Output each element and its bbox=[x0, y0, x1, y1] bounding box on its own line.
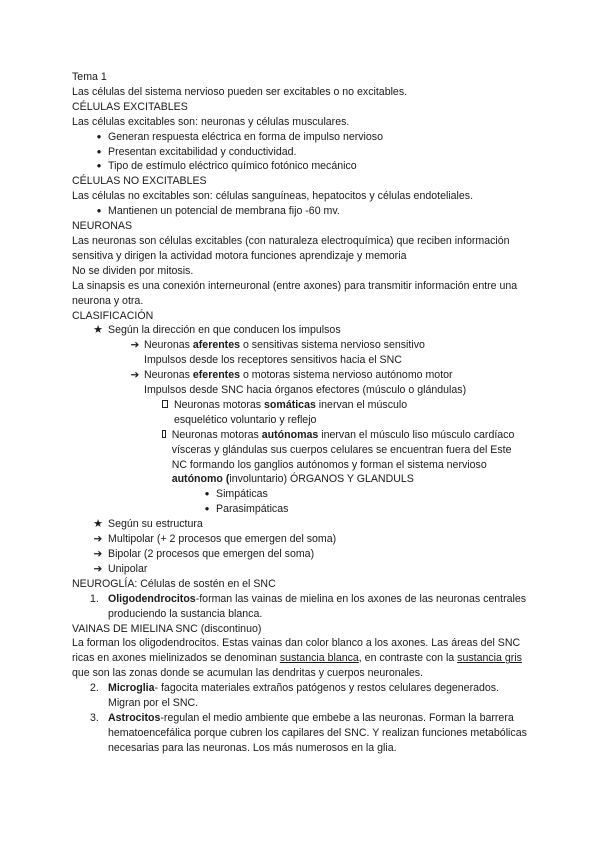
list-item-text: Mantienen un potencial de membrana fijo -60 mv. bbox=[108, 205, 340, 218]
intro-paragraph: Las células del sistema nervioso pueden ser excitables o no excitables. bbox=[72, 85, 408, 98]
list-item bbox=[72, 547, 532, 562]
list-number: 1. bbox=[90, 592, 99, 605]
list-item bbox=[72, 592, 530, 622]
eferentes-line2: Impulsos desde SNC hacia órganos efectores (músculo o glándulas) bbox=[144, 384, 467, 397]
star-icon: ★ bbox=[93, 518, 103, 531]
list-item-text: Bipolar (2 procesos que emergen del soma) bbox=[108, 548, 315, 560]
aferentes-line2: Impulsos desde los receptores sensitivos hacia el SNC bbox=[144, 354, 402, 367]
list-item bbox=[72, 323, 532, 338]
list-item bbox=[72, 204, 532, 219]
bullet-icon: ● bbox=[96, 131, 102, 141]
oligo-bold: Oligodendrocitos bbox=[108, 592, 196, 605]
autonomas-bold2: autónomo ( bbox=[171, 473, 230, 486]
list-item-text bbox=[108, 592, 530, 622]
list-item-text: Tipo de estímulo eléctrico químico fotónico mecánico bbox=[108, 160, 357, 173]
list-item bbox=[72, 338, 532, 368]
list-item-text: Generan respuesta eléctrica en forma de impulso nervioso bbox=[108, 130, 383, 143]
vainas-text-b: , en contraste con la bbox=[358, 652, 458, 665]
list-item bbox=[72, 159, 532, 174]
list-item-text: Multipolar (+ 2 procesos que emergen del soma) bbox=[108, 533, 337, 546]
heading-clasificacion: CLASIFICACIÓN bbox=[72, 309, 154, 322]
list-item bbox=[72, 487, 532, 502]
list-item-text bbox=[108, 711, 530, 756]
list-item bbox=[72, 398, 422, 428]
bullet-icon: ● bbox=[204, 489, 210, 499]
autonomas-post: involuntario) ÓRGANOS Y GLANDULS bbox=[229, 473, 414, 486]
aferentes-pre: Neuronas bbox=[144, 339, 193, 352]
list-item-text bbox=[108, 681, 532, 711]
star-icon: ★ bbox=[93, 324, 103, 337]
document-body bbox=[72, 70, 532, 756]
bullet-icon: ● bbox=[96, 146, 102, 156]
arrow-icon: ➔ bbox=[130, 369, 140, 382]
list-item-text: Según su estructura bbox=[108, 518, 203, 531]
list-number: 3. bbox=[90, 711, 99, 724]
list-item-text bbox=[144, 368, 532, 398]
arrow-icon: ➔ bbox=[93, 533, 103, 546]
somaticas-bold: somáticas bbox=[264, 398, 316, 411]
bullet-icon: ● bbox=[96, 161, 102, 171]
autonomas-mid: inervan el músculo liso músculo cardíaco vísceras y glándulas sus cuerpos celulares se encuentran fuera del Este NC formando los ganglios autónomos y forman el sistema nervioso bbox=[171, 428, 515, 471]
list-item bbox=[72, 562, 532, 577]
somaticas-post: inervan el músculo esquelético voluntario y reflejo bbox=[173, 398, 408, 426]
autonomas-bold: autónomas bbox=[261, 428, 319, 441]
astro-text: -regulan el medio ambiente que embebe a las neuronas. Forman la barrera hematoencefálica porque cubren los capilares del SNC. Y realizan funciones metabólicas necesarias para las neuronas. Los más numerosos en la glia. bbox=[108, 711, 527, 754]
list-item bbox=[72, 428, 524, 488]
list-item-text: Simpáticas bbox=[216, 488, 268, 501]
neuronas-paragraph-1: Las neuronas son células excitables (con naturaleza electroquímica) que reciben información sensitiva y dirigen la actividad motora funciones aprendizaje y memoria bbox=[72, 234, 510, 262]
heading-excitables: CÉLULAS EXCITABLES bbox=[72, 100, 188, 113]
eferentes-pre: Neuronas bbox=[144, 369, 193, 382]
eferentes-post: o motoras sistema nervioso autónomo motor bbox=[240, 369, 453, 382]
bullet-icon: ● bbox=[96, 206, 102, 216]
eferentes-bold: eferentes bbox=[192, 369, 240, 382]
list-item-text: Presentan excitabilidad y conductividad. bbox=[108, 145, 297, 158]
heading-neuronas: NEURONAS bbox=[72, 220, 133, 233]
doc-title: Tema 1 bbox=[72, 71, 107, 83]
oligo-text: -forman las vainas de mielina en los axones de las neuronas centrales produciendo la sustancia blanca. bbox=[108, 592, 527, 620]
list-item bbox=[72, 711, 530, 756]
checkbox-icon bbox=[162, 430, 166, 438]
list-item-text bbox=[144, 338, 532, 368]
heading-vainas: VAINAS DE MIELINA SNC (discontinuo) bbox=[72, 622, 262, 635]
vainas-text-c: que son las zonas donde se acumulan las dendritas y cuerpos neuronales. bbox=[72, 667, 423, 680]
arrow-icon: ➔ bbox=[93, 562, 103, 575]
somaticas-pre: Neuronas motoras bbox=[173, 398, 265, 411]
list-item-text: Según la dirección en que conducen los impulsos bbox=[108, 324, 341, 337]
list-item-text bbox=[174, 398, 422, 428]
checkbox-icon bbox=[162, 400, 168, 408]
no-excitables-paragraph: Las células no excitables son: células sanguíneas, hepatocitos y células endoteliales. bbox=[72, 190, 474, 203]
arrow-icon: ➔ bbox=[130, 339, 140, 352]
list-item-text: Parasimpáticas bbox=[216, 503, 289, 516]
excitables-paragraph: Las células excitables son: neuronas y células musculares. bbox=[72, 115, 350, 128]
neuronas-paragraph-3: La sinapsis es una conexión interneuronal (entre axones) para transmitir información entre una neurona y otra. bbox=[72, 279, 518, 307]
list-item bbox=[72, 145, 532, 160]
autonomas-pre: Neuronas motoras bbox=[171, 428, 262, 441]
list-item bbox=[72, 681, 532, 711]
sustancia-blanca-term: sustancia blanca bbox=[279, 652, 359, 665]
micro-bold: Microglia bbox=[108, 682, 155, 695]
astro-bold: Astrocitos bbox=[108, 711, 161, 724]
list-item-text bbox=[172, 428, 524, 488]
aferentes-bold: aferentes bbox=[192, 339, 240, 352]
list-item bbox=[72, 517, 532, 532]
list-item bbox=[72, 502, 532, 517]
micro-text: - fagocita materiales extraños patógenos y restos celulares degenerados. Migran por el SNC. bbox=[108, 682, 500, 710]
list-item bbox=[72, 532, 532, 547]
list-item bbox=[72, 130, 532, 145]
heading-neuroglia: NEUROGLÍA: Células de sostén en el SNC bbox=[72, 577, 276, 590]
sustancia-gris-term: sustancia gris bbox=[457, 652, 522, 665]
vainas-paragraph bbox=[72, 636, 528, 681]
bullet-icon: ● bbox=[204, 504, 210, 514]
neuronas-paragraph-2: No se dividen por mitosis. bbox=[72, 264, 194, 277]
list-item bbox=[72, 368, 532, 398]
aferentes-post: o sensitivas sistema nervioso sensitivo bbox=[240, 339, 425, 352]
arrow-icon: ➔ bbox=[93, 548, 103, 560]
list-number: 2. bbox=[90, 682, 99, 695]
heading-no-excitables: CÉLULAS NO EXCITABLES bbox=[72, 175, 207, 188]
vainas-text-a: La forman los oligodendrocitos. Estas vainas dan color blanco a los axones. Las áreas del SNC ricas en axones mielinizados se denominan bbox=[72, 637, 521, 665]
list-item-text: Unipolar bbox=[108, 562, 148, 575]
